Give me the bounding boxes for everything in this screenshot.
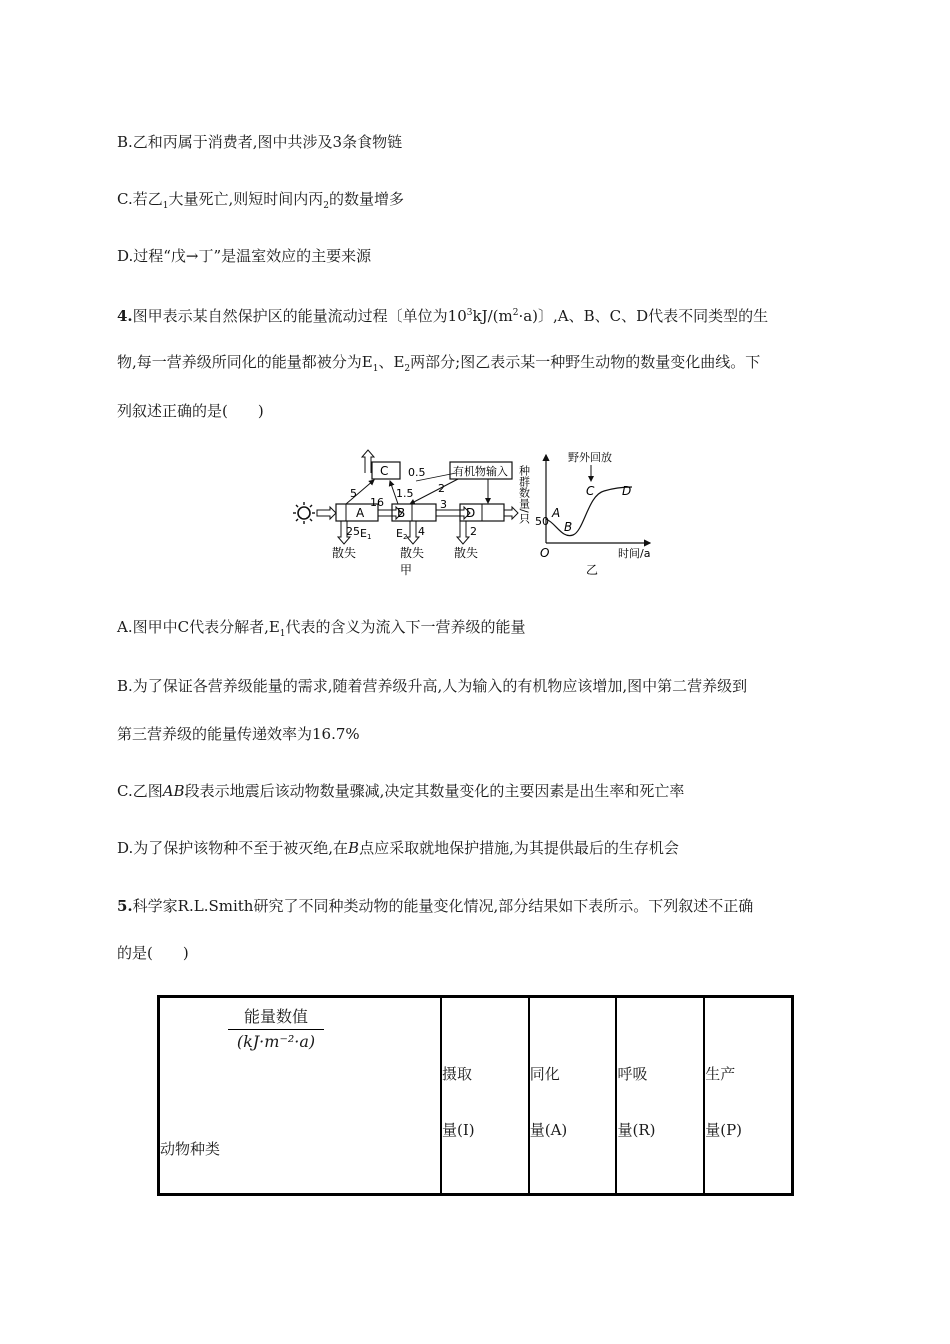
organic-input-label: 有机物输入: [453, 465, 508, 478]
q3-option-c: C.若乙$_1$大量死亡,则短时间内丙$_2$的数量增多: [117, 190, 404, 211]
corner-header-unit: (kJ·m⁻²·a): [236, 1032, 316, 1051]
table-corner-cell: [159, 997, 441, 1195]
corner-header-value: 能量数值: [228, 1004, 324, 1030]
loss-label-2: 散失: [400, 546, 425, 560]
box-b-label: B: [397, 506, 406, 520]
energy-table: [157, 995, 794, 1196]
flow-1-5: 1.5: [396, 487, 414, 500]
y-50-label: 50: [535, 515, 549, 528]
flow-2-in: 2: [438, 482, 445, 495]
point-d: D: [622, 484, 632, 498]
loss-label-3: 散失: [454, 546, 479, 560]
e2-label: E2: [396, 527, 408, 541]
q4-option-b-line1: B.为了保证各营养级能量的需求,随着营养级升高,人为输入的有机物应该增加,图中第二营养级到: [117, 677, 748, 695]
q3-option-d: D.过程“戊→丁”是温室效应的主要来源: [117, 247, 372, 265]
energy-flow-figure: [288, 447, 652, 577]
q4-option-d: D.为了保护该物种不至于被灭绝,在B点应采取就地保护措施,为其提供最后的生存机会: [117, 839, 679, 857]
point-c: C: [586, 484, 595, 498]
point-a: A: [552, 506, 561, 520]
q4-stem-line1: 4.图甲表示某自然保护区的能量流动过程〔单位为$10^3kJ/(m^2\cdot a)$〕,A、B、C、D代表不同类型的生: [117, 307, 769, 325]
q4-option-c: C.乙图AB段表示地震后该动物数量骤减,决定其数量变化的主要因素是出生率和死亡率: [117, 782, 685, 800]
q5-stem-line1: 5.科学家R.L.Smith研究了不同种类动物的能量变化情况,部分结果如下表所示。下列叙述不正确: [117, 897, 754, 915]
sun-icon: [293, 502, 315, 524]
origin-label: O: [540, 546, 550, 560]
col-assimilation: 同化 量(A): [529, 997, 617, 1195]
release-label: 野外回放: [568, 451, 612, 464]
col-production: 生产 量(P): [704, 997, 792, 1195]
e1-label: E1: [360, 527, 372, 541]
x-axis-label: 时间/a: [618, 547, 651, 560]
q5-stem-line2: 的是( ): [117, 944, 189, 962]
figure-yi-label: 乙: [586, 563, 599, 577]
box-c-label: C: [380, 464, 389, 478]
col-respiration: 呼吸 量(R): [616, 997, 704, 1195]
q4-option-a: A.图甲中C代表分解者$,E_1$代表的含义为流入下一营养级的能量: [117, 618, 526, 639]
flow-0-5: 0.5: [408, 466, 426, 479]
flow-25: 25: [346, 525, 360, 538]
point-b: B: [564, 520, 573, 534]
flow-3: 3: [440, 498, 447, 511]
box-d-label: D: [466, 506, 476, 520]
flow-2-loss: 2: [470, 525, 477, 538]
box-a-label: A: [356, 506, 365, 520]
q4-stem-line2: 物,每一营养级所同化的能量都被分为$E_1$、$E_2$两部分;图乙表示某一种野生动物的数量变化曲线。下: [117, 353, 761, 374]
y-axis-label: 种群数量/只: [517, 465, 531, 524]
flow-16: 16: [370, 496, 384, 509]
col-intake: 摄取 量(I): [441, 997, 529, 1195]
flow-5: 5: [350, 487, 357, 500]
q4-option-b-line2: 第三营养级的能量传递效率为16.7%: [117, 725, 360, 743]
q4-stem-line3: 列叙述正确的是( ): [117, 402, 264, 420]
q3-option-b: B.乙和丙属于消费者,图中共涉及3条食物链: [117, 133, 403, 151]
corner-row-label: 动物种类: [160, 1140, 221, 1158]
loss-label-1: 散失: [332, 546, 357, 560]
figure-jia-label: 甲: [400, 563, 413, 577]
flow-4: 4: [418, 525, 425, 538]
